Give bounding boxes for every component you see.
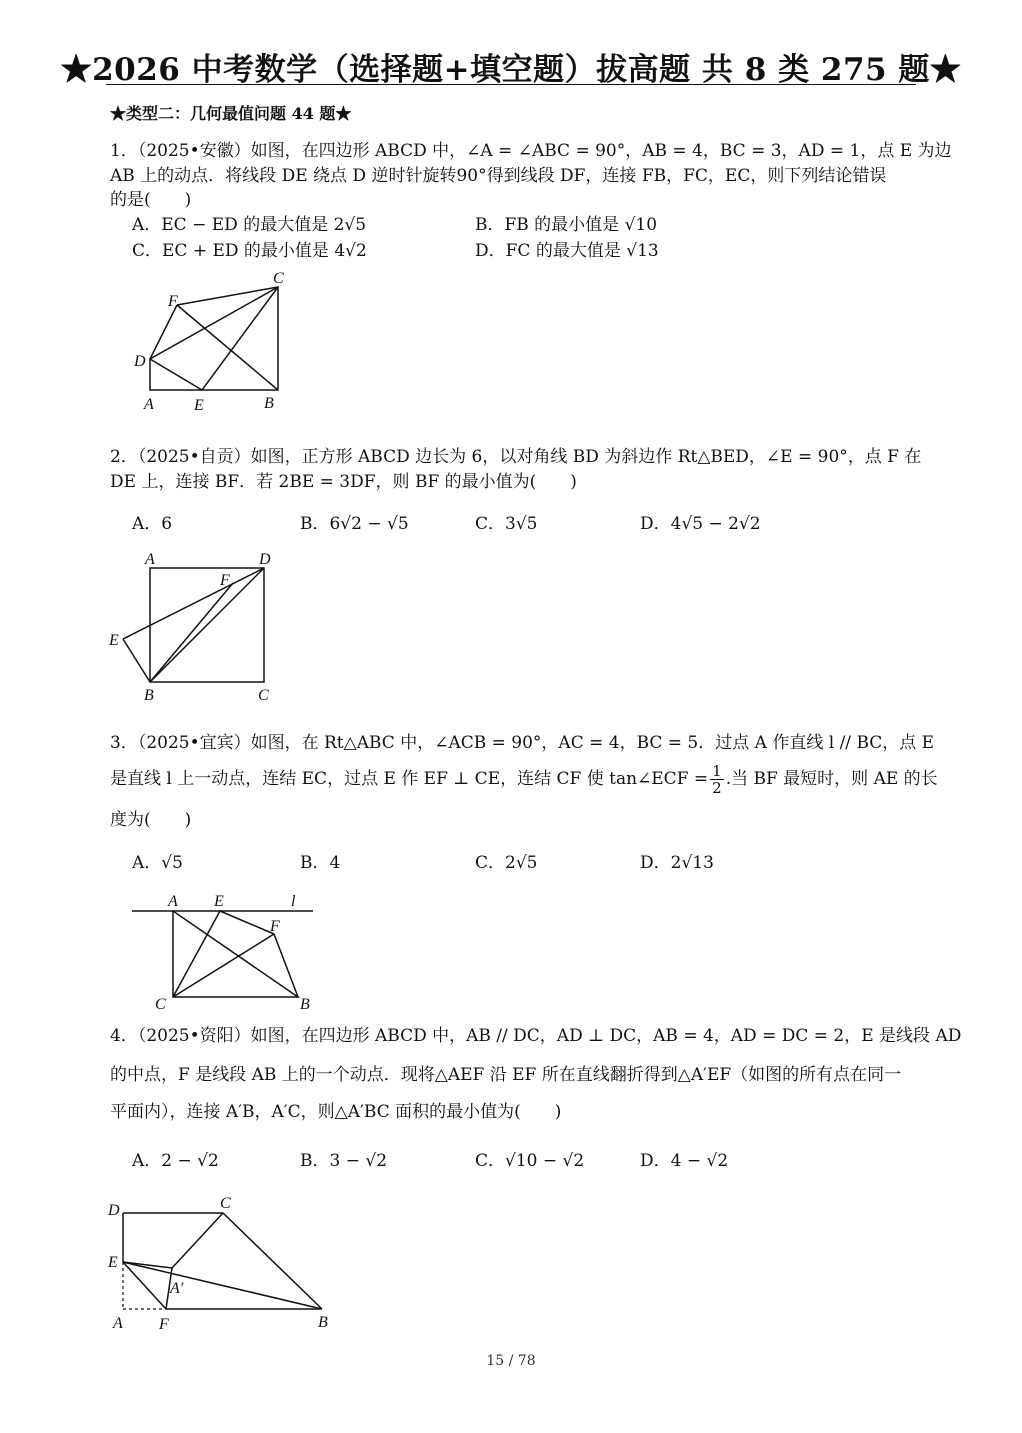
q2-diagonal-bd xyxy=(150,568,264,682)
q1-option-b[interactable]: B．FB 的最小值是 √10 xyxy=(475,215,658,235)
q2-line-2: DE 上，连接 BF．若 2BE = 3DF，则 BF 的最小值为( ) xyxy=(110,472,577,492)
q2-label-f: F xyxy=(220,572,230,589)
q4-label-b: B xyxy=(318,1314,328,1331)
q1-option-c[interactable]: C．EC + ED 的最小值是 4√2 xyxy=(132,241,367,261)
q1-label-c: C xyxy=(273,270,284,287)
q3-option-c[interactable]: C．2√5 xyxy=(475,853,538,873)
q3-segment-fb xyxy=(274,934,298,997)
q1-line-1: 1．（2025•安徽）如图，在四边形 ABCD 中，∠A = ∠ABC = 90°，AB = 4，BC = 3，AD = 1，点 E 为边 xyxy=(110,141,952,161)
q4-label-e: E xyxy=(108,1254,118,1271)
q4-segment-eb xyxy=(123,1262,322,1309)
q2-label-b: B xyxy=(144,687,154,704)
q1-label-a: A xyxy=(144,396,154,413)
q2-label-c: C xyxy=(258,687,269,704)
q1-label-b: B xyxy=(264,395,274,412)
q1-label-e: E xyxy=(194,397,204,414)
q4-label-f: F xyxy=(159,1316,169,1333)
q3-label-l: l xyxy=(291,893,296,910)
q3-option-b[interactable]: B．4 xyxy=(300,853,341,873)
q3-line-3: 度为( ) xyxy=(110,810,192,830)
q4-line-2: 的中点，F 是线段 AB 上的一个动点．现将△AEF 沿 EF 所在直线翻折得到△A′EF（如图的所有点在同一 xyxy=(110,1065,902,1085)
q2-segment-bf xyxy=(150,583,233,682)
q1-label-d: D xyxy=(134,353,146,370)
q4-option-a[interactable]: A．2 − √2 xyxy=(132,1151,219,1171)
q2-label-a: A xyxy=(145,551,155,568)
q4-label-a: A xyxy=(113,1315,123,1332)
q3-option-d[interactable]: D．2√13 xyxy=(640,853,714,873)
q3-line-1: 3．（2025•宜宾）如图，在 Rt△ABC 中，∠ACB = 90°，AC = 4，BC = 5．过点 A 作直线 l // BC，点 E xyxy=(110,733,935,753)
q4-segment-ef xyxy=(123,1262,166,1309)
q4-segment-cb xyxy=(223,1213,322,1309)
q3-label-c: C xyxy=(155,996,166,1013)
title-underline xyxy=(106,84,916,85)
q4-line-1: 4．（2025•资阳）如图，在四边形 ABCD 中，AB // DC，AD ⊥ DC，AB = 4，AD = DC = 2，E 是线段 AD xyxy=(110,1026,962,1046)
q3-fraction xyxy=(710,763,724,796)
q3-line-2 xyxy=(110,763,938,796)
q3-fraction-denominator: 2 xyxy=(712,779,722,797)
document-title: ★2026 中考数学（选择题+填空题）拔高题 共 8 类 275 题★ xyxy=(60,52,962,88)
q4-label-c: C xyxy=(220,1195,231,1212)
section-heading: ★类型二：几何最值问题 44 题★ xyxy=(110,104,352,123)
q2-option-a[interactable]: A．6 xyxy=(132,514,173,534)
q3-line-2-text: 是直线 l 上一动点，连结 EC，过点 E 作 EF ⊥ CE，连结 CF 使 tan∠ECF = xyxy=(110,769,709,789)
q4-option-d[interactable]: D．4 − √2 xyxy=(640,1151,729,1171)
q1-line-3: 的是( ) xyxy=(110,190,192,210)
q4-label-a-prime: A′ xyxy=(170,1280,184,1297)
q1-label-f: F xyxy=(168,293,178,310)
q2-figure xyxy=(100,545,290,710)
q1-figure xyxy=(125,262,295,417)
q1-segment-fb xyxy=(177,305,278,390)
q2-label-e: E xyxy=(109,632,119,649)
q1-segment-ec xyxy=(202,287,278,390)
q2-label-d: D xyxy=(259,551,271,568)
q2-option-c[interactable]: C．3√5 xyxy=(475,514,538,534)
q1-line-2: AB 上的动点．将线段 DE 绕点 D 逆时针旋转90°得到线段 DF，连接 FB，FC，EC，则下列结论错误 xyxy=(110,166,887,186)
q3-label-a: A xyxy=(168,893,178,910)
q4-segment-a-prime-c xyxy=(172,1213,223,1268)
q3-option-a[interactable]: A．√5 xyxy=(132,853,183,873)
q2-option-b[interactable]: B．6√2 − √5 xyxy=(300,514,409,534)
q3-line-2-tail: .当 BF 最短时，则 AE 的长 xyxy=(725,769,938,789)
q3-segment-cf xyxy=(173,934,274,997)
q3-label-b: B xyxy=(300,996,310,1013)
q3-segment-ef xyxy=(220,911,274,934)
q4-figure xyxy=(100,1185,340,1340)
q3-fraction-numerator: 1 xyxy=(712,762,722,780)
q3-label-e: E xyxy=(214,893,224,910)
page-number: 15 / 78 xyxy=(486,1353,536,1369)
q4-option-b[interactable]: B．3 − √2 xyxy=(300,1151,388,1171)
q4-line-3: 平面内），连接 A′B，A′C，则△A′BC 面积的最小值为( ) xyxy=(110,1102,562,1122)
q2-segment-be xyxy=(123,639,150,682)
q3-figure xyxy=(120,885,330,1015)
q2-segment-ed xyxy=(123,568,264,639)
q1-segment-de xyxy=(150,359,202,390)
q3-label-f: F xyxy=(270,918,280,935)
q2-option-d[interactable]: D．4√5 − 2√2 xyxy=(640,514,761,534)
q4-label-d: D xyxy=(108,1202,120,1219)
q2-line-1: 2．（2025•自贡）如图，正方形 ABCD 边长为 6，以对角线 BD 为斜边作 Rt△BED，∠E = 90°，点 F 在 xyxy=(110,447,922,467)
q1-option-a[interactable]: A．EC − ED 的最大值是 2√5 xyxy=(132,215,367,235)
q1-option-d[interactable]: D．FC 的最大值是 √13 xyxy=(475,241,659,261)
q4-option-c[interactable]: C．√10 − √2 xyxy=(475,1151,585,1171)
q3-segment-ce xyxy=(173,911,220,997)
